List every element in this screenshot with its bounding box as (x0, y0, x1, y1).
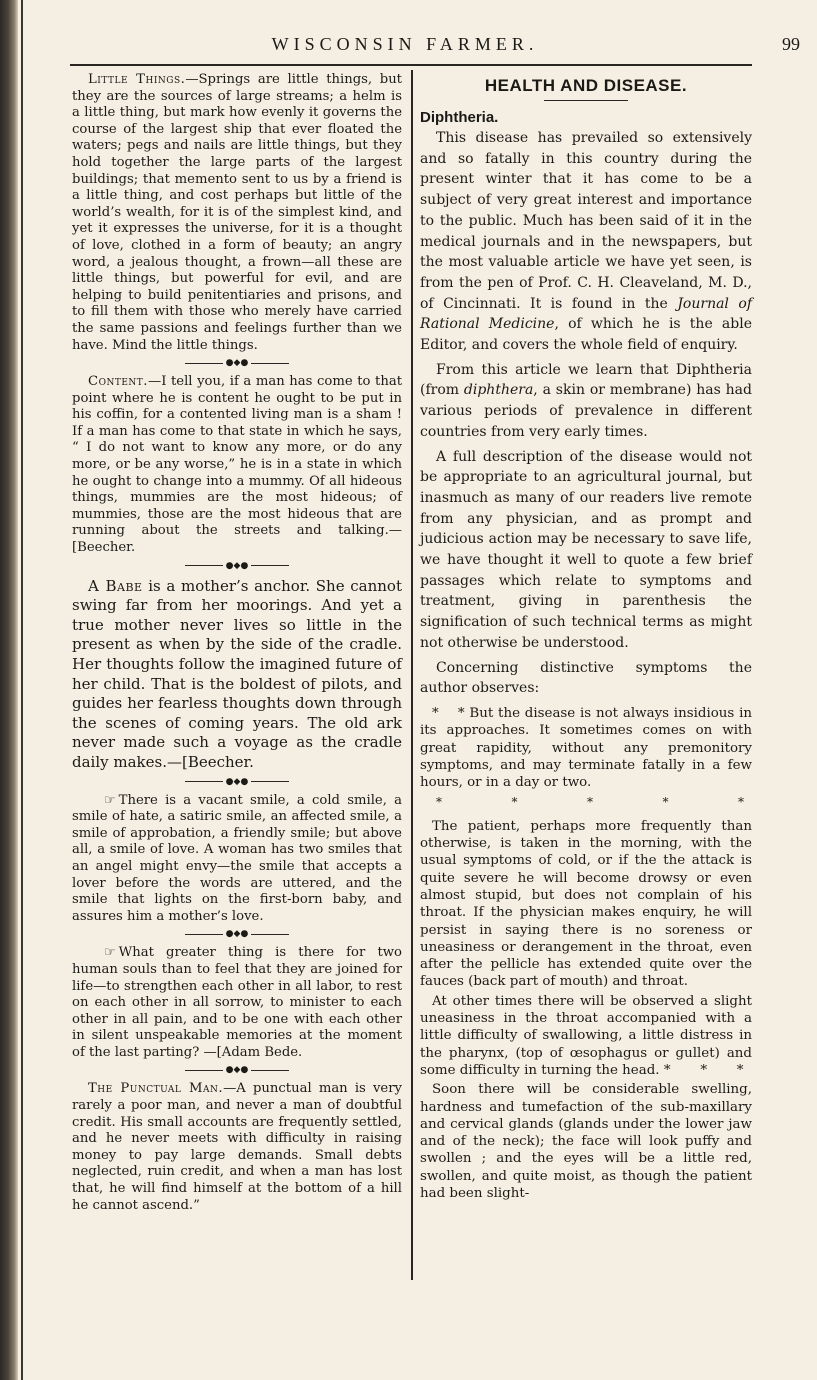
page-header (40, 34, 800, 64)
pointing-hand-icon: ☞ (104, 792, 116, 808)
content-text: —I tell you, if a man has come to that point where he is content he ought to be put in his coffin, for a contented living man is a sham ! If a man has come to that state in which he says, “ I do not want to know any more, or do any more, or be any worse,” he is in a state in which he ought to change into a mummy. Of all hideous things, mummies are the most hideous; of mummies, those are the most hideous that are running about the streets and talking.—[Beecher. (72, 374, 402, 556)
asterisk-lead: * * (432, 705, 465, 721)
separator-ornament-icon: ●◆● (225, 560, 249, 571)
spine-rule (21, 0, 23, 1380)
babe-lead: A Babe (88, 576, 143, 595)
section-rule (544, 100, 628, 101)
paragraph: Concerning distinctive symptoms the author observes: (420, 659, 752, 697)
punctual-item (72, 1081, 402, 1214)
section-heading: HEALTH AND DISEASE. (484, 76, 688, 95)
smiles-item (72, 793, 402, 926)
quote-paragraph (420, 705, 752, 791)
punctual-heading: The Punctual Man. (88, 1081, 224, 1097)
separator-ornament-icon: ●◆● (225, 929, 249, 940)
asterisk: * (511, 795, 518, 810)
left-column (72, 72, 402, 1214)
greater-thing-text: What greater thing is there for two human souls than to feel that they are joined for life—to strengthen each other in all labor, to rest on each other in all sorrow, to minister to each other in all pain, and to be one with each other in silent unspeakable memories at the moment of the last parting? —[Adam Bede. (72, 945, 402, 1060)
header-rule (70, 64, 752, 66)
quoted-passage (420, 705, 752, 1202)
paragraph: A full description of the disease would not be appropriate to an agricultural journal, but inasmuch as many of our readers live remote from any physician, and as prompt and judicious action may be necessary to save life, we have thought it well to quote a few brief passages which relate to symptoms and treatment, giving in parenthesis the signification of such technical terms as might not otherwise be understood. (420, 448, 752, 651)
quote-paragraph: Soon there will be considerable swelling, hardness and tumefaction of the sub-maxillary and cervical glands (glands under the lower jaw and of the neck); the face will look puffy and swollen ; and the eyes will be a little red, swollen, and quite moist, as though the patient had been slight- (420, 1082, 752, 1201)
asterisk: * (436, 795, 442, 810)
diphthera-word: diphthera (463, 382, 534, 399)
separator (72, 778, 402, 786)
book-spine (0, 0, 18, 1380)
journal-name: Journal of Rational Medicine (420, 295, 752, 333)
paragraph-text: This disease has prevailed so extensively and so fatally in this country during the present winter that it has come to be a subject of very great interest and importance to the public. Much has been said of it in the medical journals and in the newspapers, but the most valuable article we have yet seen, is from the pen of Prof. C. H. Cleaveland, M. D., of Cincinnati. It is found in the (420, 130, 752, 312)
running-title: WISCONSIN FARMER. (271, 34, 539, 54)
punctual-text: —A punctual man is very rarely a poor man, and never a man of doubtful credit. His small accounts are frequently settled, and he never meets with difficulty in raising money to pay large demands. Small debts neglected, ruin credit, and when a man has lost that, he will find himself at the bottom of a hill he cannot ascend.” (72, 1081, 402, 1213)
babe-item (72, 577, 402, 773)
pointing-hand-icon: ☞ (104, 945, 116, 961)
greater-thing-item (72, 945, 402, 1061)
right-column (420, 72, 752, 1202)
article-title: Diphtheria. (420, 109, 499, 126)
article-body (420, 128, 752, 699)
little-things-text: —Springs are little things, but they are the sources of large streams; a helm is a little thing, but mark how evenly it governs the course of the largest ship that ever floated the waters; pegs and nails are little things, but they hold together the large parts of the largest buildings; that memento sent to us by a friend is a little thing, and cost perhaps but little of the world’s wealth, for it is of the simplest kind, and yet it expresses the universe, for it is a thought of love, clothed in a form of beauty; an angry word, a jealous thought, a frown—all these are little things, but powerful for evil, and are helping to build penitentiaries and prisons, and to fill them with those who merely have carried the same passions and feelings further than we have. Mind the little things. (72, 72, 402, 353)
asterisk-inline: * * * (663, 1062, 744, 1078)
paragraph-tail: , of which he is the able Editor, and covers the whole field of enquiry. (420, 316, 753, 354)
page-number: 99 (782, 34, 800, 54)
separator (72, 930, 402, 938)
asterisk: * (587, 795, 593, 810)
quote-text: But the disease is not always insidious in its approaches. It sometimes comes on with great rapidity, without any premonitory symptoms, and may terminate fatally in a few hours, or in a day or two. (420, 705, 752, 791)
paragraph (420, 128, 752, 356)
separator-ornament-icon: ●◆● (225, 1065, 249, 1076)
asterisk-row (420, 794, 752, 811)
little-things-heading: Little Things. (88, 72, 186, 87)
little-things-item (72, 72, 402, 354)
separator (72, 359, 402, 367)
babe-text: is a mother’s anchor. She cannot swing far from her moorings. And yet a true mother never lives so little in the present as when by the side of the cradle. Her thoughts follow the imagined future of her child. That is the boldest of pilots, and guides her fearless thoughts down through the scenes of coming years. The old ark never made such a voyage as the cradle daily makes.—[Beecher. (72, 576, 402, 771)
separator-ornament-icon: ●◆● (225, 358, 249, 369)
separator (72, 562, 402, 570)
separator (72, 1066, 402, 1074)
content-heading: Content. (88, 374, 148, 390)
content-item (72, 374, 402, 557)
quote-text: At other times there will be observed a slight uneasiness in the throat accompanied with a little difficulty of swallowing, a little distress in the pharynx, (top of œsophagus or gullet) and some difficulty in turning the head. (420, 993, 752, 1078)
paragraph-tail: , a skin or membrane) has had various periods of prevalence in different countries from very early times. (420, 382, 752, 440)
column-divider (411, 70, 413, 1280)
quote-paragraph: The patient, perhaps more frequently than otherwise, is taken in the morning, with the usual symptoms of cold, or if the the attack is quite severe he will become drowsy or even almost stupid, but does not complain of his throat. If the physician makes enquiry, he will persist in saying there is no soreness or uneasiness or derangement in the throat, even after the pellicle has extended quite over the fauces (back part of mouth) and throat. (420, 818, 752, 990)
asterisk: * (662, 795, 669, 810)
separator-ornament-icon: ●◆● (225, 776, 249, 787)
smiles-text: There is a vacant smile, a cold smile, a smile of hate, a satiric smile, an affected smile, a smile of approbation, a friendly smile; but above all, a smile of love. A woman has two smiles that an angel might envy—the smile that accepts a lover before the words are uttered, and the smile that lights on the first-born baby, and assures him a mother’s love. (72, 792, 402, 924)
asterisk: * (738, 795, 744, 810)
paragraph (420, 360, 752, 443)
paragraph-text: From this article we learn that Diphtheria (from (420, 361, 752, 399)
quote-paragraph (420, 993, 752, 1079)
